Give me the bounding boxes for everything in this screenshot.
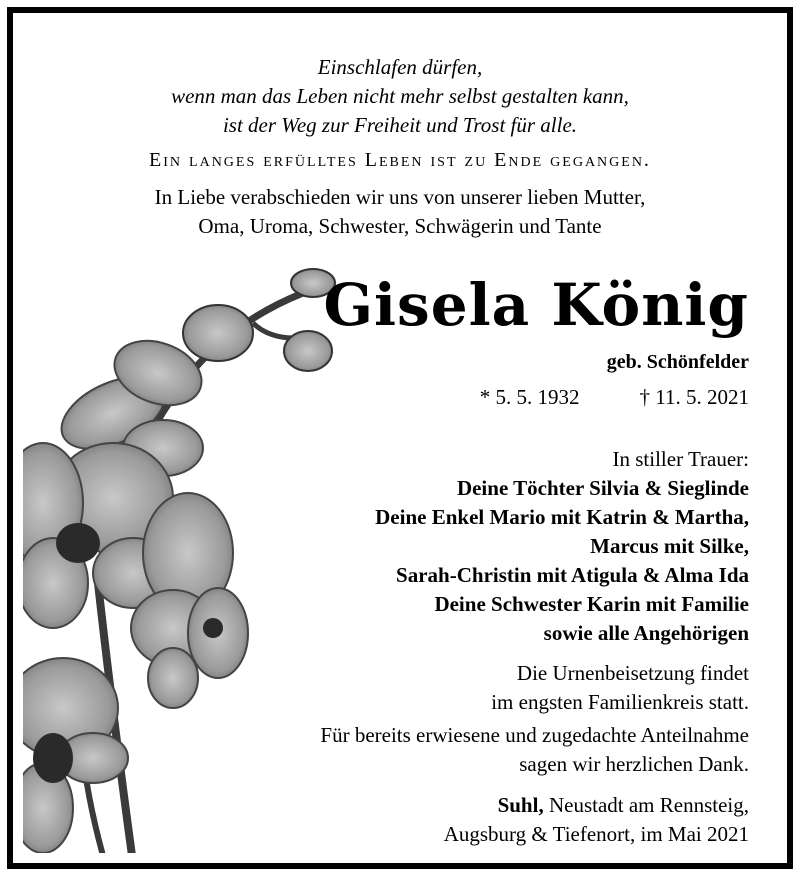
urn-notice bbox=[491, 659, 749, 717]
place-date bbox=[444, 791, 749, 849]
mourner-line: Deine Schwester Karin mit Familie bbox=[434, 592, 749, 616]
headline: Ein langes erfülltes Leben ist zu Ende gegangen. bbox=[149, 149, 651, 171]
thanks-line: Für bereits erwiesene und zugedachte Anteilnahme bbox=[320, 723, 749, 747]
mourner-line: Deine Enkel Mario mit Katrin & Martha, bbox=[375, 505, 749, 529]
orchid-image bbox=[23, 253, 363, 853]
poem-line: wenn man das Leben nicht mehr selbst gestalten kann, bbox=[171, 84, 629, 108]
mourners-block bbox=[375, 445, 749, 648]
intro bbox=[23, 183, 777, 241]
birth-date: * 5. 5. 1932 bbox=[479, 385, 580, 409]
mourners-intro: In stiller Trauer: bbox=[612, 447, 749, 471]
place-line bbox=[444, 791, 749, 820]
place-rest: Neustadt am Rennsteig, bbox=[543, 793, 749, 817]
place-line-2: Augsburg & Tiefenort, im Mai 2021 bbox=[443, 822, 749, 846]
mourner-line: Sarah-Christin mit Atigula & Alma Ida bbox=[396, 563, 749, 587]
place-city: Suhl, bbox=[497, 793, 544, 817]
mourner-line: Deine Töchter Silvia & Sieglinde bbox=[456, 476, 749, 500]
mourner-line: sowie alle Angehörigen bbox=[543, 621, 749, 645]
life-dates bbox=[480, 385, 749, 410]
birth-name: geb. Schönfelder bbox=[606, 351, 749, 373]
death-date: † 11. 5. 2021 bbox=[639, 385, 749, 409]
poem-line: Einschlafen dürfen, bbox=[317, 55, 483, 79]
poem-line: ist der Weg zur Freiheit und Trost für alle. bbox=[222, 113, 578, 137]
thanks-line: sagen wir herzlichen Dank. bbox=[519, 752, 749, 776]
urn-line: im engsten Familienkreis statt. bbox=[491, 690, 749, 714]
deceased-name: Gisela König bbox=[323, 271, 749, 339]
intro-line: In Liebe verabschieden wir uns von unserer lieben Mutter, bbox=[154, 185, 646, 209]
notice-content bbox=[23, 23, 777, 853]
urn-line: Die Urnenbeisetzung findet bbox=[516, 661, 749, 685]
mourner-line: Marcus mit Silke, bbox=[590, 534, 749, 558]
thanks-notice bbox=[320, 721, 749, 779]
poem bbox=[23, 53, 777, 140]
notice-border bbox=[7, 7, 793, 869]
intro-line: Oma, Uroma, Schwester, Schwägerin und Tante bbox=[198, 214, 602, 238]
